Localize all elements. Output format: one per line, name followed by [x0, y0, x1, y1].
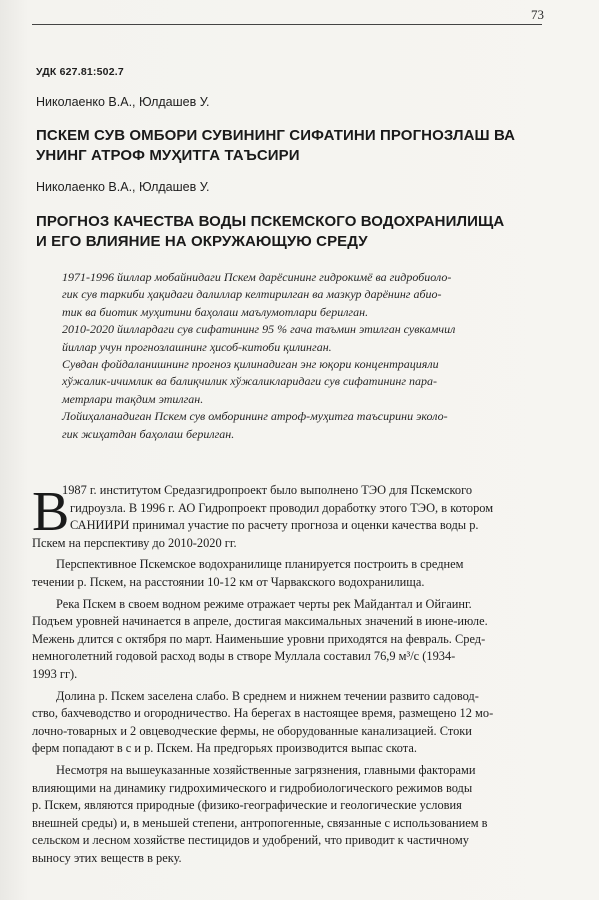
header-rule [32, 24, 542, 25]
paragraph-line: Межень длится с октября по март. Наименьшие уровни приходятся на февраль. Сред- [32, 631, 486, 646]
paragraph-line: Долина р. Пскем заселена слабо. В среднем и нижнем течении развито садовод- [56, 688, 479, 703]
paragraph-line: Подъем уровней начинается в апреле, достигая максимальных значений в июне-июле. [32, 614, 488, 629]
paragraph-line: р. Пскем, являются природные (физико-географические и геологические условия [32, 798, 462, 813]
title-line: ПСКЕМ СУВ ОМБОРИ СУВИНИНГ СИФАТИНИ ПРОГНОЗЛАШ ВА [36, 127, 516, 144]
title-russian [36, 212, 556, 252]
drop-cap: В [32, 481, 70, 543]
paragraph-line: выносу этих веществ в реку. [32, 850, 182, 865]
abstract-line: тик ва биотик муҳитини баҳолаш маълумотлари берилган. [62, 304, 369, 319]
abstract-line: метрлари тақдим этилган. [62, 391, 204, 406]
paragraph-line: влияющими на динамику гидрохимического и гидробиологического режимов воды [32, 780, 473, 795]
authors-russian: Николаенко В.А., Юлдашев У. [36, 180, 210, 194]
abstract-line: гик сув таркиби ҳақидаги далиллар келтирилган ва мазкур дарёнинг абио- [62, 287, 442, 302]
paragraph-line: внешней среды) и, в меньшей степени, антропогенные, связанные с использованием в [32, 815, 488, 830]
paragraph-line: ство, бахчеводство и огородничество. На берегах в настоящее время, размещено 12 мо- [32, 706, 494, 721]
paragraph-line: сельском и лесном хозяйстве пестицидов и удобрений, что приводит к частичному [32, 833, 469, 848]
paragraph-line: Пскем на перспективу до 2010-2020 гг. [32, 535, 237, 550]
udk-code: УДК 627.81:502.7 [36, 66, 124, 78]
abstract-line: 1971-1996 йиллар мобайнидаги Пскем дарёсининг гидрокимё ва гидробиоло- [62, 270, 452, 284]
paragraph-line: немноголетний годовой расход воды в створе Муллала составил 76,9 м³/с (1934- [32, 649, 456, 664]
paragraph-line: Перспективное Пскемское водохранилище планируется построить в среднем [56, 557, 464, 572]
abstract-line: Лойиҳаланадиган Пскем сув омборининг атроф-муҳитга таъсирини эколо- [62, 409, 448, 424]
paragraph-line: гидроузла. В 1996 г. АО Гидропроект проводил доработку этого ТЭО, в котором [70, 500, 494, 515]
paragraph-line: Несмотря на вышеуказанные хозяйственные загрязнения, главными факторами [56, 762, 476, 777]
authors-uzbek: Николаенко В.А., Юлдашев У. [36, 95, 210, 109]
abstract-line: Сувдан фойдаланишнинг прогноз қилинадиган энг юқори концентрацияли [62, 357, 439, 372]
paragraph-line: лочно-товарных и 2 овцеводческие фермы, не оборудованные канализацией. Стоки [32, 723, 472, 738]
title-line: УНИНГ АТРОФ МУҲИТГА ТАЪСИРИ [36, 147, 300, 164]
paragraph-line: 1993 гг). [32, 666, 78, 681]
title-uzbek [36, 126, 556, 166]
paragraph-line: 1987 г. институтом Средазгидропроект было выполнено ТЭО для Пскемского [62, 483, 473, 497]
page-number: 73 [531, 7, 544, 22]
abstract-line: йиллар учун прогнозлашнинг ҳисоб-китоби қилинган. [62, 339, 332, 354]
abstract-line: 2010-2020 йиллардаги сув сифатининг 95 % гача таъмин этилган сувкамчил [62, 322, 456, 337]
abstract-line: хўжалик-ичимлик ва балиқчилик хўжаликларидаги сув сифатининг пара- [62, 374, 438, 389]
body-text [32, 482, 556, 867]
abstract-line: гик жиҳатдан баҳолаш берилган. [62, 426, 235, 441]
paragraph-line: Река Пскем в своем водном режиме отражает черты рек Майдантал и Ойгаинг. [56, 596, 472, 611]
paragraph-line: течении р. Пскем, на расстоянии 10-12 км от Чарвакского водохранилища. [32, 574, 425, 589]
title-line: ПРОГНОЗ КАЧЕСТВА ВОДЫ ПСКЕМСКОГО ВОДОХРАНИЛИЩА [36, 213, 505, 230]
abstract [62, 269, 562, 443]
paragraph-line: ферм попадают в с и р. Пскем. На предгорьях производится выпас скота. [32, 741, 417, 756]
title-line: И ЕГО ВЛИЯНИЕ НА ОКРУЖАЮЩУЮ СРЕДУ [36, 233, 368, 250]
paragraph-line: САНИИРИ принимал участие по расчету прогноза и оценки качества воды р. [70, 518, 479, 533]
